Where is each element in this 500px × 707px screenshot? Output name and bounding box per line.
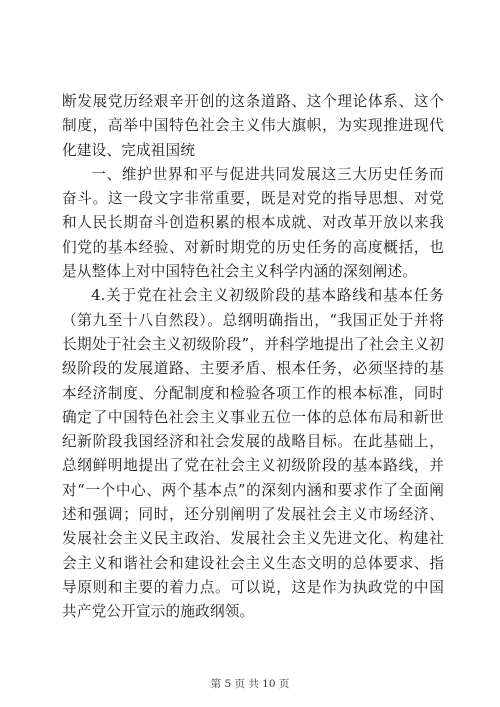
document-body — [62, 90, 444, 625]
paragraph-historical-tasks: 一、维护世界和平与促进共同发展这三大历史任务而奋斗。这一段文字非常重要，既是对党的指导思想、对党和人民长期奋斗创造积累的根本成就、对改革开放以来我们党的基本经验、对新时期党的历史任务的高度概括，也是从整体上对中国特色社会主义科学内涵的深刻阐述。 — [62, 165, 444, 281]
paragraph-basic-line: 4.关于党在社会主义初级阶段的基本路线和基本任务（第九至十八自然段）。总纲明确指出，“我国正处于并将长期处于社会主义初级阶段”，并科学地提出了社会主义初级阶段的发展道路、主要矛盾、根本任务，必须坚持的基本经济制度、分配制度和检验各项工作的根本标准，同时确定了中国特色社会主义事业五位一体的总体布局和新世纪新阶段我国经济和社会发展的战略目标。在此基础上，总纲鲜明地提出了党在社会主义初级阶段的基本路线，并对“一个中心、两个基本点”的深刻内涵和要求作了全面阐述和强调；同时，还分别阐明了发展社会主义市场经济、发展社会主义民主政治、发展社会主义先进文化、构建社会主义和谐社会和建设社会主义生态文明的总体要求、指导原则和主要的着力点。可以说，这是作为执政党的中国共产党公开宣示的施政纲领。 — [62, 287, 444, 621]
page-number-footer: 第 5 页 共 10 页 — [210, 678, 290, 690]
paragraph-continuation: 断发展党历经艰辛开创的这条道路、这个理论体系、这个制度，高举中国特色社会主义伟大旗帜，为实现推进现代化建设、完成祖国统 — [62, 93, 444, 159]
